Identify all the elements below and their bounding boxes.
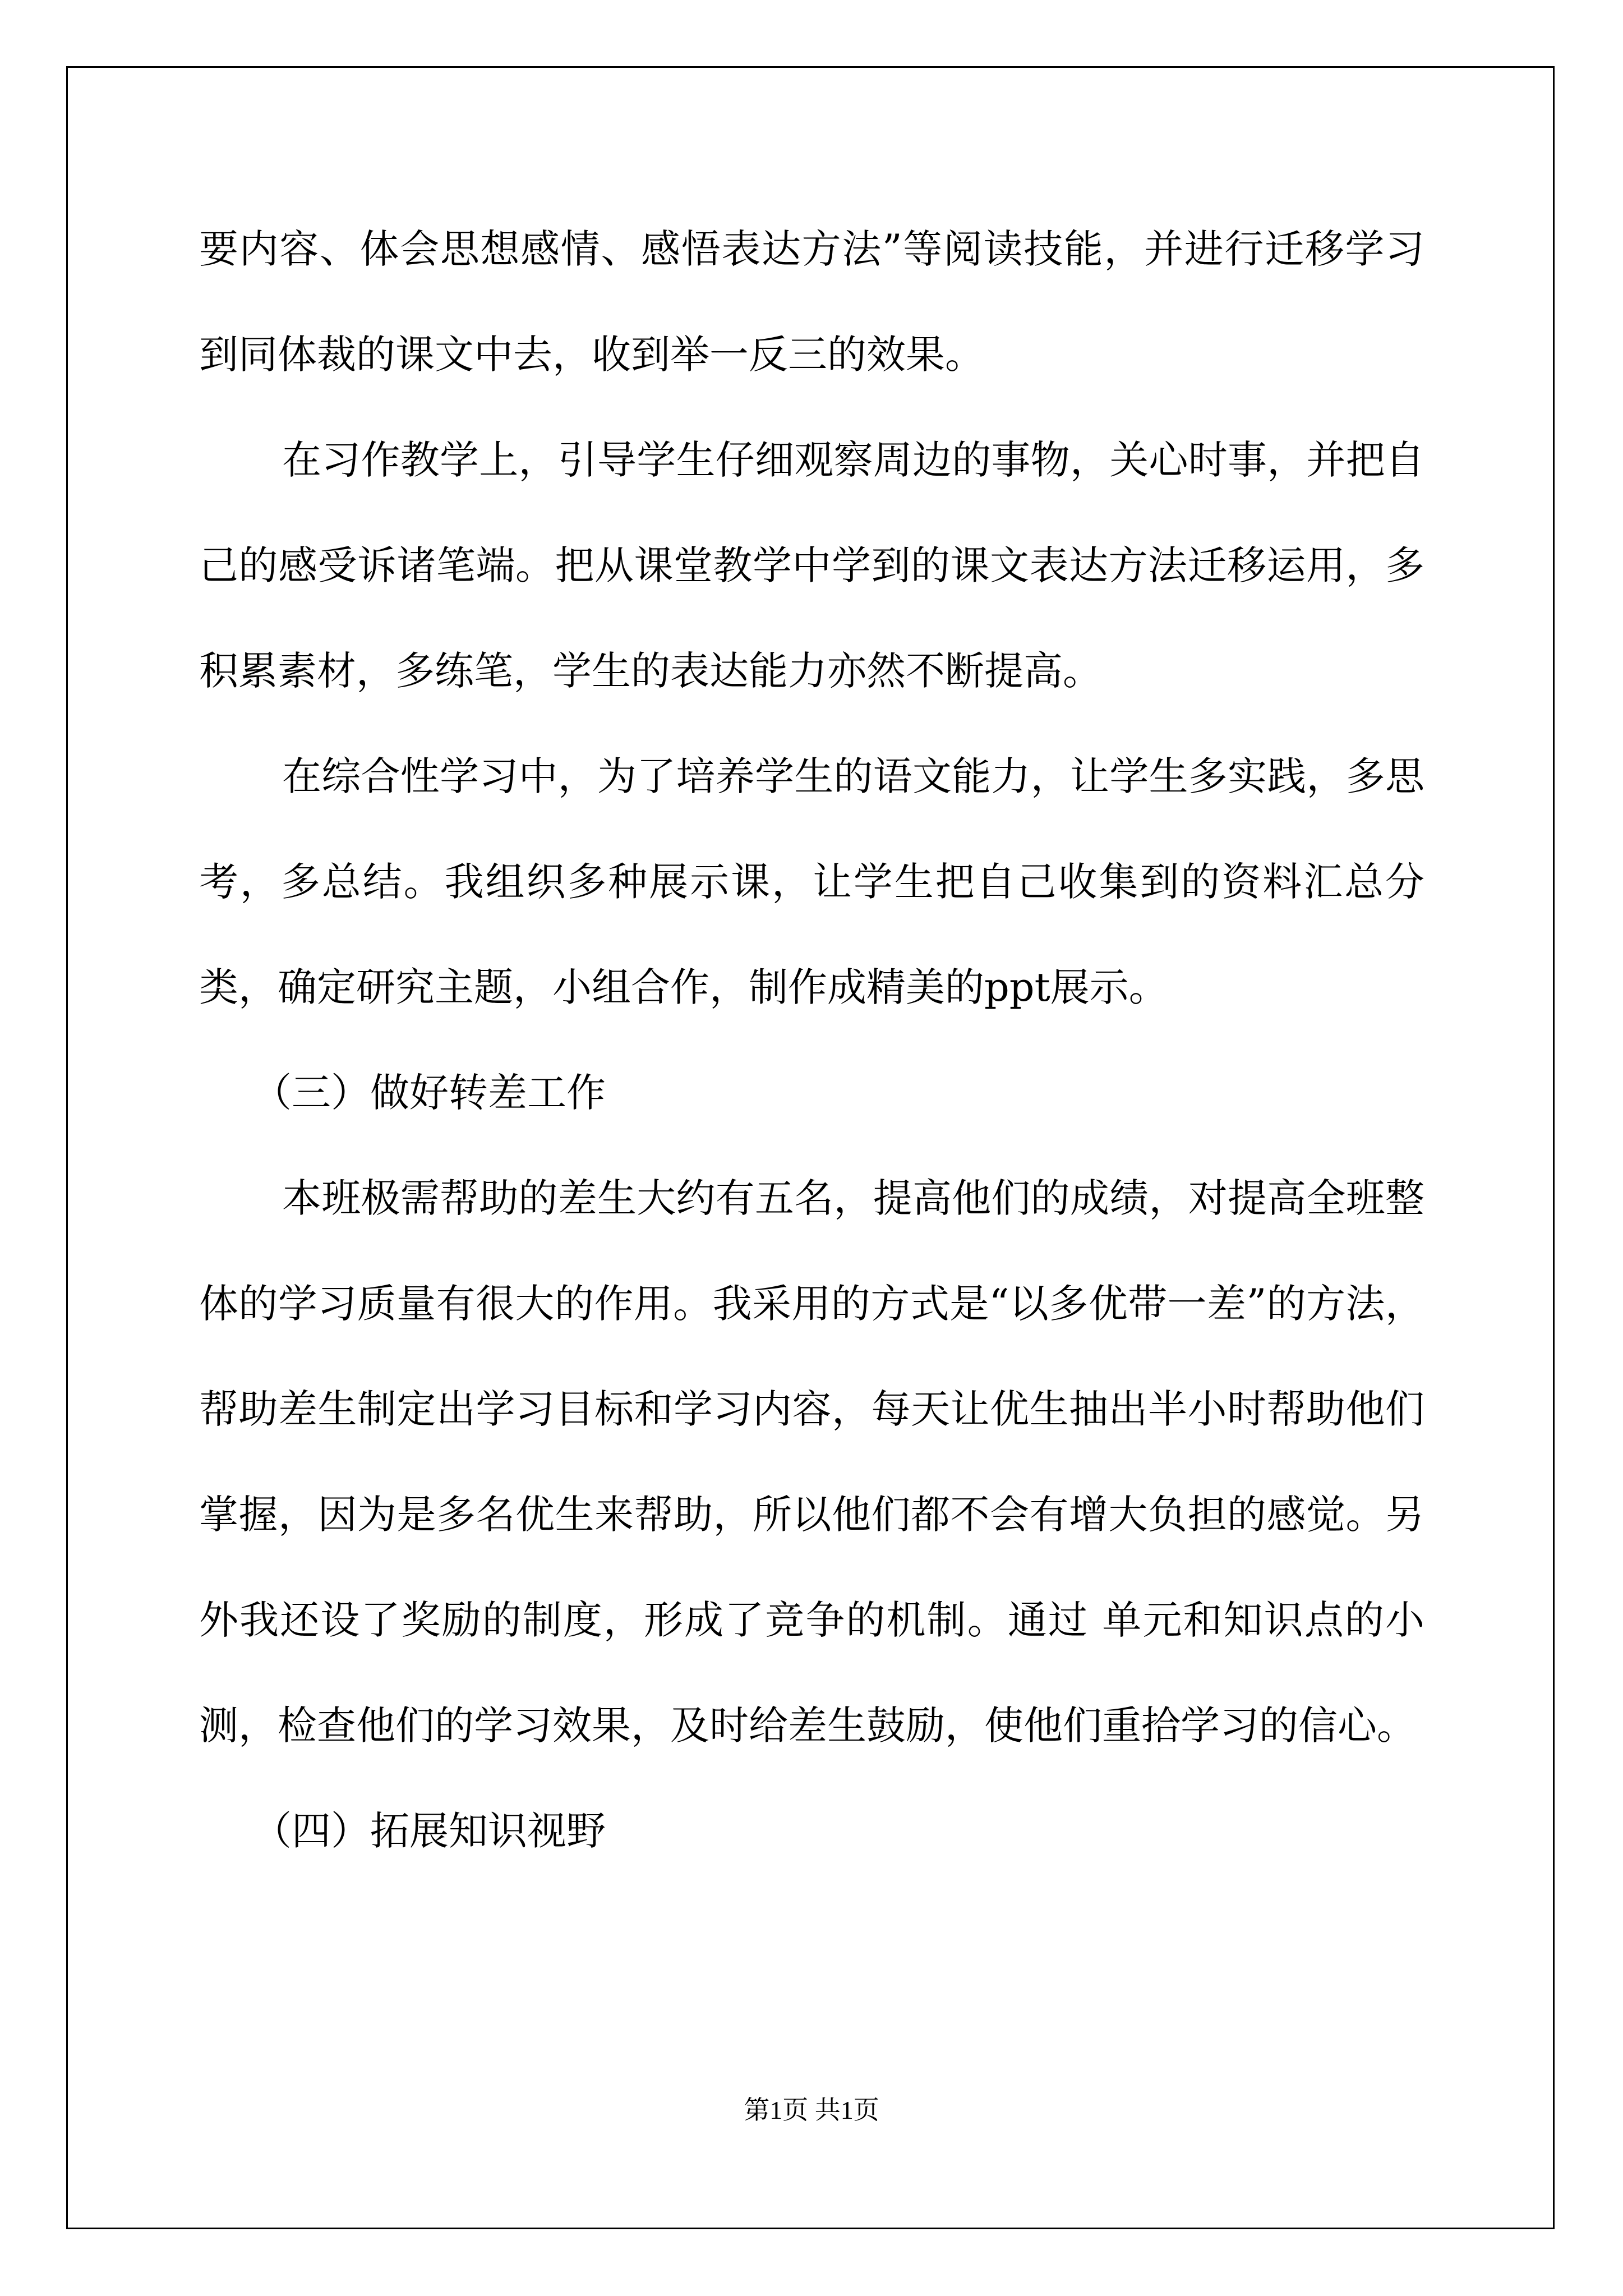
- paragraph-writing-teaching: 在习作教学上，引导学生仔细观察周边的事物，关心时事，并把自己的感受诉诸笔端。把从课堂教学中学到的课文表达方法迁移运用，多积累素材，多练笔，学生的表达能力亦然不断提高。: [199, 437, 1424, 694]
- document-body: [199, 196, 1424, 1884]
- section-heading-four: （四）拓展知识视野: [252, 1808, 606, 1854]
- page-footer: 第1页 共1页: [744, 2096, 879, 2124]
- section-heading-three: （三）做好转差工作: [252, 1070, 606, 1116]
- paragraph-comprehensive-learning: 在综合性学习中，为了培养学生的语文能力，让学生多实践，多思考，多总结。我组织多种展示课，让学生把自己收集到的资料汇总分类，确定研究主题，小组合作，制作成精美的ppt展示。: [199, 753, 1424, 1010]
- paragraph-helping-students: 本班极需帮助的差生大约有五名，提高他们的成绩，对提高全班整体的学习质量有很大的作用。我采用的方式是“以多优带一差”的方法，帮助差生制定出学习目标和学习内容，每天让优生抽出半小时帮助他们掌握，因为是多名优生来帮助，所以他们都不会有增大负担的感觉。另外我还设了奖励的制度，形成了竞争的机制。通过 单元和知识点的小测，检查他们的学习效果，及时给差生鼓励，使他们重拾学习的信心。: [199, 1175, 1424, 1749]
- paragraph-continuation: 要内容、体会思想感情、感悟表达方法”等阅读技能，并进行迁移学习到同体裁的课文中去，收到举一反三的效果。: [199, 226, 1424, 378]
